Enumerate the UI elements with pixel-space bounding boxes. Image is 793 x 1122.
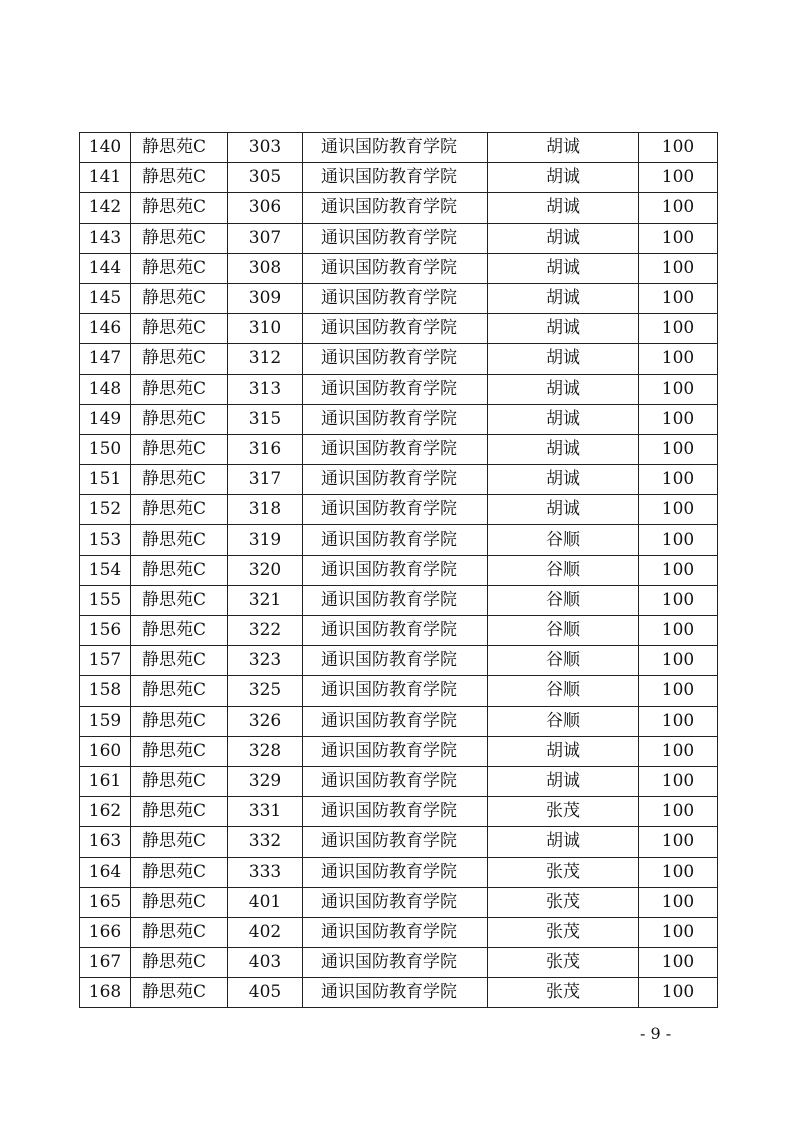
inspector-cell: 胡诚 [488,133,639,163]
building-cell: 静思苑C [131,646,228,676]
table-row [80,917,718,947]
room-cell: 308 [228,253,303,283]
room-cell: 310 [228,314,303,344]
score-cell: 100 [639,766,718,796]
room-cell: 307 [228,223,303,253]
score-cell: 100 [639,978,718,1008]
room-cell: 332 [228,827,303,857]
row-number-cell: 162 [80,797,131,827]
table-row [80,465,718,495]
college-cell: 通识国防教育学院 [303,706,488,736]
college-cell: 通识国防教育学院 [303,948,488,978]
inspector-cell: 谷顺 [488,555,639,585]
college-cell: 通识国防教育学院 [303,917,488,947]
college-cell: 通识国防教育学院 [303,978,488,1008]
score-cell: 100 [639,616,718,646]
room-cell: 328 [228,736,303,766]
college-cell: 通识国防教育学院 [303,193,488,223]
score-cell: 100 [639,434,718,464]
building-cell: 静思苑C [131,555,228,585]
inspector-cell: 张茂 [488,948,639,978]
inspector-cell: 胡诚 [488,736,639,766]
building-cell: 静思苑C [131,797,228,827]
row-number-cell: 144 [80,253,131,283]
college-cell: 通识国防教育学院 [303,223,488,253]
inspector-cell: 胡诚 [488,495,639,525]
score-cell: 100 [639,827,718,857]
building-cell: 静思苑C [131,465,228,495]
room-cell: 318 [228,495,303,525]
score-cell: 100 [639,585,718,615]
college-cell: 通识国防教育学院 [303,495,488,525]
building-cell: 静思苑C [131,706,228,736]
room-cell: 403 [228,948,303,978]
score-cell: 100 [639,465,718,495]
building-cell: 静思苑C [131,585,228,615]
building-cell: 静思苑C [131,917,228,947]
table-row [80,646,718,676]
row-number-cell: 151 [80,465,131,495]
table-row [80,736,718,766]
room-cell: 313 [228,374,303,404]
inspector-cell: 谷顺 [488,585,639,615]
room-cell: 306 [228,193,303,223]
room-cell: 309 [228,283,303,313]
building-cell: 静思苑C [131,374,228,404]
table-row [80,253,718,283]
building-cell: 静思苑C [131,676,228,706]
table-row [80,283,718,313]
college-cell: 通识国防教育学院 [303,163,488,193]
row-number-cell: 153 [80,525,131,555]
college-cell: 通识国防教育学院 [303,344,488,374]
room-cell: 320 [228,555,303,585]
building-cell: 静思苑C [131,434,228,464]
inspector-cell: 谷顺 [488,646,639,676]
table-row [80,434,718,464]
room-cell: 322 [228,616,303,646]
room-cell: 305 [228,163,303,193]
row-number-cell: 168 [80,978,131,1008]
score-cell: 100 [639,133,718,163]
table-row [80,404,718,434]
score-cell: 100 [639,736,718,766]
score-cell: 100 [639,948,718,978]
college-cell: 通识国防教育学院 [303,797,488,827]
score-cell: 100 [639,887,718,917]
college-cell: 通识国防教育学院 [303,314,488,344]
room-cell: 333 [228,857,303,887]
college-cell: 通识国防教育学院 [303,525,488,555]
room-cell: 331 [228,797,303,827]
row-number-cell: 161 [80,766,131,796]
inspector-cell: 胡诚 [488,827,639,857]
row-number-cell: 147 [80,344,131,374]
college-cell: 通识国防教育学院 [303,434,488,464]
row-number-cell: 155 [80,585,131,615]
score-cell: 100 [639,857,718,887]
inspector-cell: 张茂 [488,978,639,1008]
building-cell: 静思苑C [131,193,228,223]
inspector-cell: 谷顺 [488,676,639,706]
row-number-cell: 156 [80,616,131,646]
room-cell: 317 [228,465,303,495]
building-cell: 静思苑C [131,163,228,193]
table-row [80,223,718,253]
row-number-cell: 159 [80,706,131,736]
row-number-cell: 140 [80,133,131,163]
table-row [80,676,718,706]
building-cell: 静思苑C [131,253,228,283]
score-cell: 100 [639,404,718,434]
college-cell: 通识国防教育学院 [303,736,488,766]
building-cell: 静思苑C [131,314,228,344]
college-cell: 通识国防教育学院 [303,676,488,706]
building-cell: 静思苑C [131,887,228,917]
table-row [80,525,718,555]
room-cell: 303 [228,133,303,163]
score-cell: 100 [639,344,718,374]
building-cell: 静思苑C [131,616,228,646]
college-cell: 通识国防教育学院 [303,857,488,887]
inspector-cell: 胡诚 [488,193,639,223]
score-cell: 100 [639,223,718,253]
building-cell: 静思苑C [131,223,228,253]
score-cell: 100 [639,525,718,555]
table-row [80,344,718,374]
score-cell: 100 [639,676,718,706]
room-cell: 401 [228,887,303,917]
inspector-cell: 胡诚 [488,344,639,374]
row-number-cell: 158 [80,676,131,706]
row-number-cell: 163 [80,827,131,857]
row-number-cell: 157 [80,646,131,676]
building-cell: 静思苑C [131,827,228,857]
row-number-cell: 165 [80,887,131,917]
college-cell: 通识国防教育学院 [303,283,488,313]
room-cell: 326 [228,706,303,736]
building-cell: 静思苑C [131,404,228,434]
score-cell: 100 [639,917,718,947]
row-number-cell: 148 [80,374,131,404]
room-cell: 321 [228,585,303,615]
inspector-cell: 胡诚 [488,465,639,495]
row-number-cell: 146 [80,314,131,344]
table-row [80,495,718,525]
room-cell: 402 [228,917,303,947]
building-cell: 静思苑C [131,495,228,525]
room-cell: 319 [228,525,303,555]
table-row [80,616,718,646]
college-cell: 通识国防教育学院 [303,404,488,434]
building-cell: 静思苑C [131,133,228,163]
room-cell: 405 [228,978,303,1008]
college-cell: 通识国防教育学院 [303,827,488,857]
score-cell: 100 [639,253,718,283]
room-cell: 329 [228,766,303,796]
score-cell: 100 [639,283,718,313]
page-number: - 9 - [640,1024,672,1043]
inspector-cell: 胡诚 [488,253,639,283]
table-row [80,766,718,796]
college-cell: 通识国防教育学院 [303,133,488,163]
table-row [80,706,718,736]
inspector-cell: 胡诚 [488,766,639,796]
room-cell: 315 [228,404,303,434]
score-cell: 100 [639,374,718,404]
inspector-cell: 胡诚 [488,404,639,434]
inspector-cell: 谷顺 [488,525,639,555]
table-row [80,948,718,978]
row-number-cell: 154 [80,555,131,585]
building-cell: 静思苑C [131,736,228,766]
inspector-cell: 胡诚 [488,223,639,253]
row-number-cell: 142 [80,193,131,223]
table-row [80,827,718,857]
inspector-cell: 胡诚 [488,374,639,404]
table-row [80,133,718,163]
college-cell: 通识国防教育学院 [303,766,488,796]
row-number-cell: 141 [80,163,131,193]
row-number-cell: 167 [80,948,131,978]
row-number-cell: 150 [80,434,131,464]
score-cell: 100 [639,163,718,193]
row-number-cell: 164 [80,857,131,887]
table-row [80,887,718,917]
building-cell: 静思苑C [131,857,228,887]
college-cell: 通识国防教育学院 [303,646,488,676]
inspector-cell: 胡诚 [488,314,639,344]
inspector-cell: 谷顺 [488,616,639,646]
college-cell: 通识国防教育学院 [303,616,488,646]
table-row [80,797,718,827]
building-cell: 静思苑C [131,344,228,374]
table-row [80,374,718,404]
score-cell: 100 [639,555,718,585]
row-number-cell: 145 [80,283,131,313]
college-cell: 通识国防教育学院 [303,465,488,495]
row-number-cell: 149 [80,404,131,434]
inspector-cell: 胡诚 [488,434,639,464]
row-number-cell: 166 [80,917,131,947]
building-cell: 静思苑C [131,283,228,313]
row-number-cell: 152 [80,495,131,525]
inspector-cell: 谷顺 [488,706,639,736]
table-row [80,585,718,615]
college-cell: 通识国防教育学院 [303,253,488,283]
score-cell: 100 [639,797,718,827]
college-cell: 通识国防教育学院 [303,887,488,917]
college-cell: 通识国防教育学院 [303,555,488,585]
row-number-cell: 160 [80,736,131,766]
building-cell: 静思苑C [131,948,228,978]
room-cell: 312 [228,344,303,374]
row-number-cell: 143 [80,223,131,253]
building-cell: 静思苑C [131,525,228,555]
inspector-cell: 张茂 [488,857,639,887]
score-cell: 100 [639,495,718,525]
building-cell: 静思苑C [131,766,228,796]
inspector-cell: 张茂 [488,917,639,947]
room-cell: 325 [228,676,303,706]
room-cell: 316 [228,434,303,464]
score-cell: 100 [639,314,718,344]
score-cell: 100 [639,706,718,736]
score-cell: 100 [639,193,718,223]
dorm-score-table [79,132,718,1008]
inspector-cell: 胡诚 [488,283,639,313]
inspector-cell: 胡诚 [488,163,639,193]
table-body [80,133,718,1008]
room-cell: 323 [228,646,303,676]
college-cell: 通识国防教育学院 [303,585,488,615]
building-cell: 静思苑C [131,978,228,1008]
inspector-cell: 张茂 [488,797,639,827]
table-row [80,555,718,585]
table-row [80,978,718,1008]
inspector-cell: 张茂 [488,887,639,917]
table-row [80,857,718,887]
table-row [80,314,718,344]
table-row [80,163,718,193]
table-row [80,193,718,223]
score-cell: 100 [639,646,718,676]
college-cell: 通识国防教育学院 [303,374,488,404]
